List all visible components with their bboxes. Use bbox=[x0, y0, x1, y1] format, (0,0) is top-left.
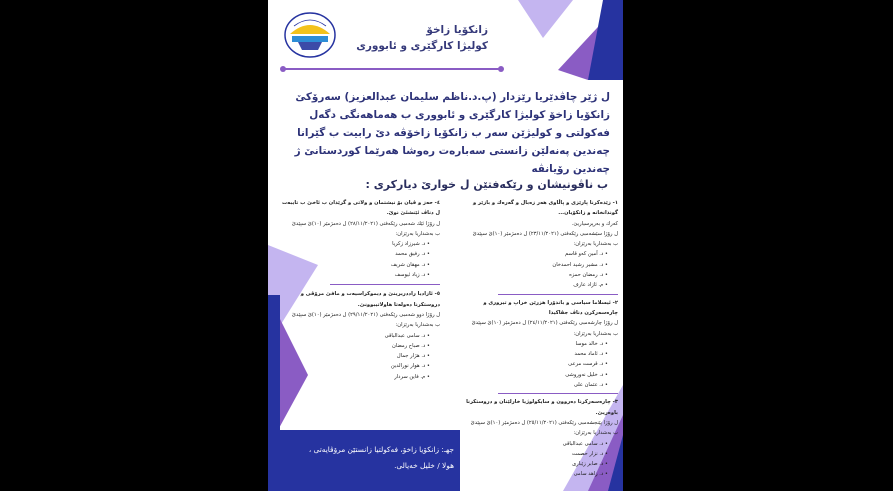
panel-separator bbox=[498, 294, 618, 295]
header-separator bbox=[282, 68, 502, 70]
panel-title: ٣- چارەسەركرنا دەروون و سایكولوژیا خارلێنان و دروستكرنا باوەریێ. bbox=[466, 399, 618, 416]
panel-5 bbox=[280, 289, 440, 382]
panel-moderator: ب بەشداریا بەرێزان: bbox=[573, 241, 618, 248]
panel-3 bbox=[458, 397, 618, 479]
panel-title: ٥- ئازادیا راددربرینێ و دیموكراسیەت و مافێ مرۆڤی و دروستكرنا دەولەتا هاولاتیبوونێ. bbox=[300, 291, 440, 308]
participant: • د. خالد موسا bbox=[458, 339, 608, 349]
panel-1 bbox=[458, 198, 618, 291]
institution-header bbox=[328, 22, 488, 54]
participant: • م. ئازاد عارف bbox=[458, 280, 608, 290]
participant: • د. سامی عبدالباقی bbox=[458, 439, 608, 449]
panel-title: ٤- حەز و ڤیان بۆ نیشتمان و ولاتی و گرێدان ب ئاخێ ب تایبەت ل دناڤ ئێنشئێ نوێ. bbox=[281, 200, 440, 217]
participant: • د. زیاد ئیوسف bbox=[280, 270, 430, 280]
participant: • د. هوار نورالدین bbox=[280, 361, 430, 371]
panel-lead: كەرك و بەرپرسیاریێ. bbox=[571, 220, 618, 227]
participant: • د. مهقان شریف bbox=[280, 260, 430, 270]
participant: • د. خلیل نەوروشی bbox=[458, 370, 608, 380]
panel-date: ل رۆژا دوو شەمبی رێكەفتی (٢٩/١١/٢٠٢١) ل دەمژمێر (١٠)ێ سپێدێ bbox=[291, 311, 440, 318]
panel-date: ل رۆژا ئێك شەمبی رێكەفتی (٢٨/١١/٢٠٢١) ل دەمژمێر (١٠)ێ سپێدێ bbox=[291, 220, 440, 227]
poster bbox=[268, 0, 623, 491]
panel-4 bbox=[280, 198, 440, 280]
panel-date: ل رۆژا پێنجشەمبی رێكەفتی (٢٥/١١/٢٠٢١) ل دەمژمێر (١٠)ێ سپێدێ bbox=[470, 419, 618, 426]
participant: • د. زاهد سامی bbox=[458, 469, 608, 479]
panel-moderator: ب بەشداریا بەرێزان: bbox=[395, 322, 440, 329]
panel-separator bbox=[498, 393, 618, 394]
university-name: زانكۆیا زاخۆ bbox=[426, 24, 488, 36]
participant: • د. شیرزاد زكریا bbox=[280, 239, 430, 249]
participant: • د. عثمان علی bbox=[458, 380, 608, 390]
panel-date: ل رۆژا سێشەمبی رێكەفتی (٢٣/١١/٢٠٢١) ل دەمژمێر (١٠)ێ سپێدێ bbox=[472, 230, 618, 237]
panel-separator bbox=[330, 284, 440, 285]
panel-moderator: ب بەشداریا بەرێزان: bbox=[573, 430, 618, 437]
panel-date: ل رۆژا چارشەمبی رێكەفتی (٢٤/١١/٢٠٢١) ل دەمژمێر (١٠)ێ سپێدێ bbox=[471, 320, 618, 327]
participant: • م. فاین سردار bbox=[280, 372, 430, 382]
participant: • د. سامی عبدالباقی bbox=[280, 331, 430, 341]
panel-moderator: ب بەشداریا بەرێزان: bbox=[573, 330, 618, 337]
venue-line-1: جهـ: زانكۆیا زاخۆ، فەكولتیا زانستێن مرۆڤایەتی ، bbox=[308, 445, 454, 454]
venue-text bbox=[276, 442, 454, 474]
panel-title: ٢- ئیسلاما سیاسی و باندۆرا هزرێن خراپ و تیروری و چارەسەركرن دناڤ جڤاكیدا bbox=[483, 299, 618, 316]
panel-2 bbox=[458, 298, 618, 391]
college-name: كولیژا كارگێری و ئابووری bbox=[356, 40, 488, 52]
right-column bbox=[458, 198, 618, 480]
left-column bbox=[280, 198, 440, 382]
participant: • د. صابر زێباری bbox=[458, 459, 608, 469]
venue-footer bbox=[268, 430, 460, 491]
participant: • د. نزار حصمت bbox=[458, 449, 608, 459]
panel-title: ١- زێدەكرنا پارێزی و پاڵاوی هەر زەبال و گەرەك و بازێر و گوندانخانە و زانكۆیان... bbox=[473, 200, 618, 217]
participant: • د. قرست مرعی bbox=[458, 359, 608, 369]
participant: • د. مشیر رشید احمدخان bbox=[458, 260, 608, 270]
panel-moderator: ب بەشداریا بەرێزان: bbox=[395, 230, 440, 237]
participant: • د. آمین كەو قاسم bbox=[458, 249, 608, 259]
participant: • د. رفیق محمد bbox=[280, 249, 430, 259]
participant: • د. رمضان حمزە bbox=[458, 270, 608, 280]
venue-line-2: هولا / خلیل خەیالی. bbox=[394, 461, 454, 470]
participant: • د. صباح رمضان bbox=[280, 341, 430, 351]
participant: • د. ئاماد محمد bbox=[458, 349, 608, 359]
top-right-decoration bbox=[488, 0, 623, 90]
participant: • د. هژار جمال bbox=[280, 351, 430, 361]
intro-paragraph: ل ژێر چاڤدێریا رێزدار (پ.د.ناظم سلیمان عبدالعزیز) سەرۆكێ زانكۆیا زاخۆ كولیژا كارگێری و ئابووری ب هەماهەنگی دگەل فەكولتی و كولیژێن سەر ب زانكۆیا زاخۆڤە دێ رابیت ب گێرانا چەندین پەنەلێن زانستی سەبارەت رەوشا هەرێما كوردستانێ ژ چەندین رۆیانڤە bbox=[294, 91, 610, 175]
section-subheading: ب ناڤونیشان و رێكەفتێن ل خوارێ دیاركری : bbox=[365, 178, 608, 191]
